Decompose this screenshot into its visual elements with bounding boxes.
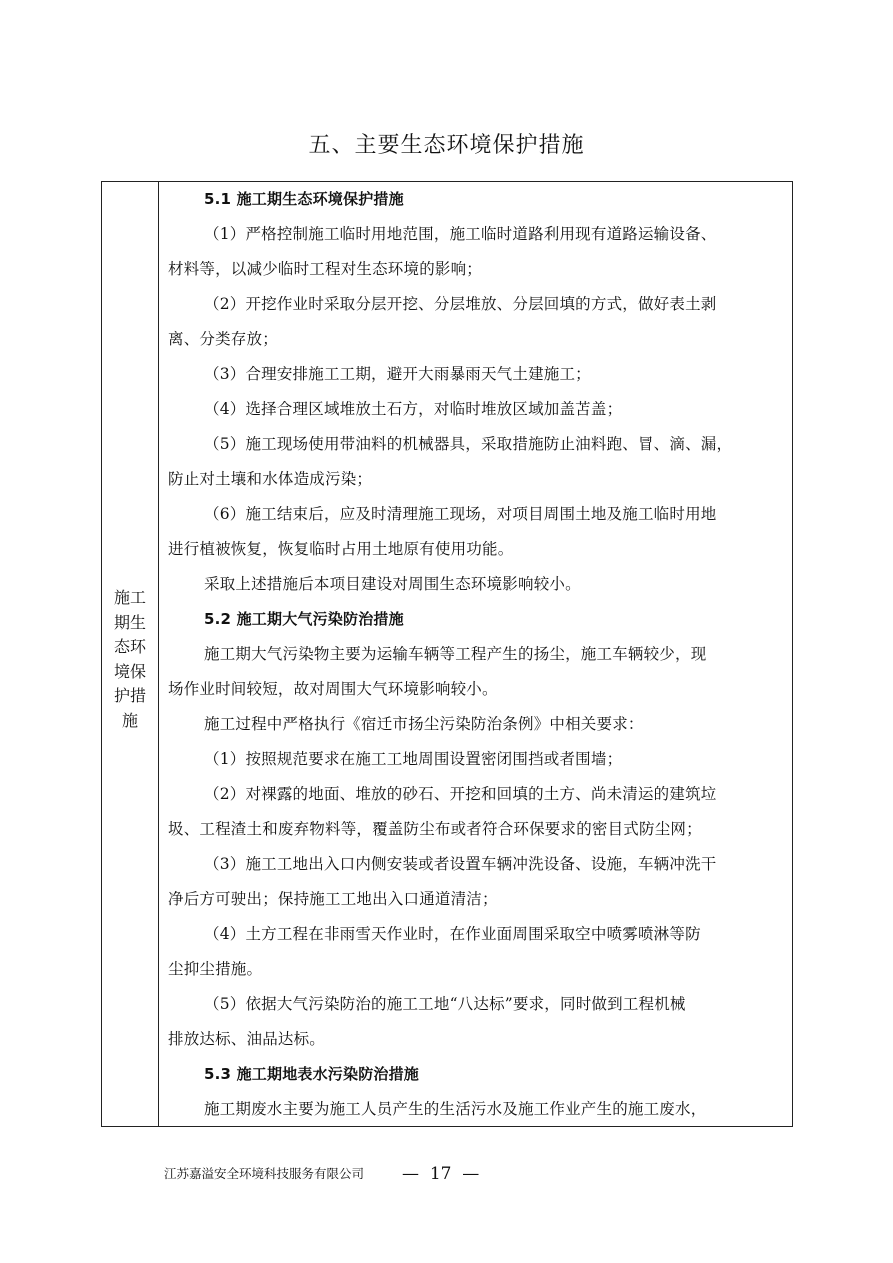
text-line: 排放达标、油品达标。 [168,1030,326,1048]
section-heading: 5.2 施工期大气污染防治措施 [204,610,404,628]
text-line: 进行植被恢复，恢复临时占用土地原有使用功能。 [168,540,514,558]
text-line: 场作业时间较短，故对周围大气环境影响较小。 [168,680,498,698]
text-line: （6）施工结束后，应及时清理施工现场，对项目周围土地及施工临时用地 [204,505,717,523]
measures-table [101,181,793,1127]
text-line: （2）对裸露的地面、堆放的砂石、开挖和回填的土方、尚未清运的建筑垃 [204,785,717,803]
text-line: 圾、工程渣土和废弃物料等，覆盖防尘布或者符合环保要求的密目式防尘网； [168,820,702,838]
text-line: 离、分类存放； [168,330,278,348]
page-title: 五、主要生态环境保护措施 [308,133,585,158]
text-line: 采取上述措施后本项目建设对周围生态环境影响较小。 [204,575,581,593]
category-label: 施工期生态环境保护措施 [113,588,146,730]
text-line: 防止对土壤和水体造成污染； [168,470,373,488]
text-line: 材料等，以减少临时工程对生态环境的影响； [168,260,483,278]
text-line: （5）依据大气污染防治的施工工地“八达标”要求，同时做到工程机械 [204,995,686,1013]
text-line: 尘抑尘措施。 [168,960,263,978]
page-number-value: 17 [429,1164,452,1184]
measures-content [168,182,790,1127]
text-line: （4）选择合理区域堆放土石方，对临时堆放区域加盖苫盖； [204,400,623,418]
text-line: （1）按照规范要求在施工工地周围设置密闭围挡或者围墙； [204,750,623,768]
category-cell [102,182,159,1126]
text-line: （4）土方工程在非雨雪天作业时，在作业面周围采取空中喷雾喷淋等防 [204,925,701,943]
text-line: 施工过程中严格执行《宿迁市扬尘污染防治条例》中相关要求： [204,715,644,733]
text-line: 净后方可驶出；保持施工工地出入口通道清洁； [168,890,498,908]
text-line: 施工期大气污染物主要为运输车辆等工程产生的扬尘，施工车辆较少，现 [204,645,707,663]
text-line: （2）开挖作业时采取分层开挖、分层堆放、分层回填的方式，做好表土剥 [204,295,717,313]
text-line: （3）施工工地出入口内侧安装或者设置车辆冲洗设备、设施，车辆冲洗干 [204,855,717,873]
text-line: 施工期废水主要为施工人员产生的生活污水及施工作业产生的施工废水， [204,1100,707,1118]
section-heading: 5.3 施工期地表水污染防治措施 [204,1065,419,1083]
text-line: （5）施工现场使用带油料的机械器具，采取措施防止油料跑、冒、滴、漏， [204,435,733,453]
text-line: （3）合理安排施工工期，避开大雨暴雨天气土建施工； [204,365,591,383]
page-number: — 17 — [402,1164,480,1184]
footer-company: 江苏嘉溢安全环境科技服务有限公司 [164,1166,365,1181]
section-heading: 5.1 施工期生态环境保护措施 [204,190,404,208]
text-line: （1）严格控制施工临时用地范围，施工临时道路利用现有道路运输设备、 [204,225,717,243]
